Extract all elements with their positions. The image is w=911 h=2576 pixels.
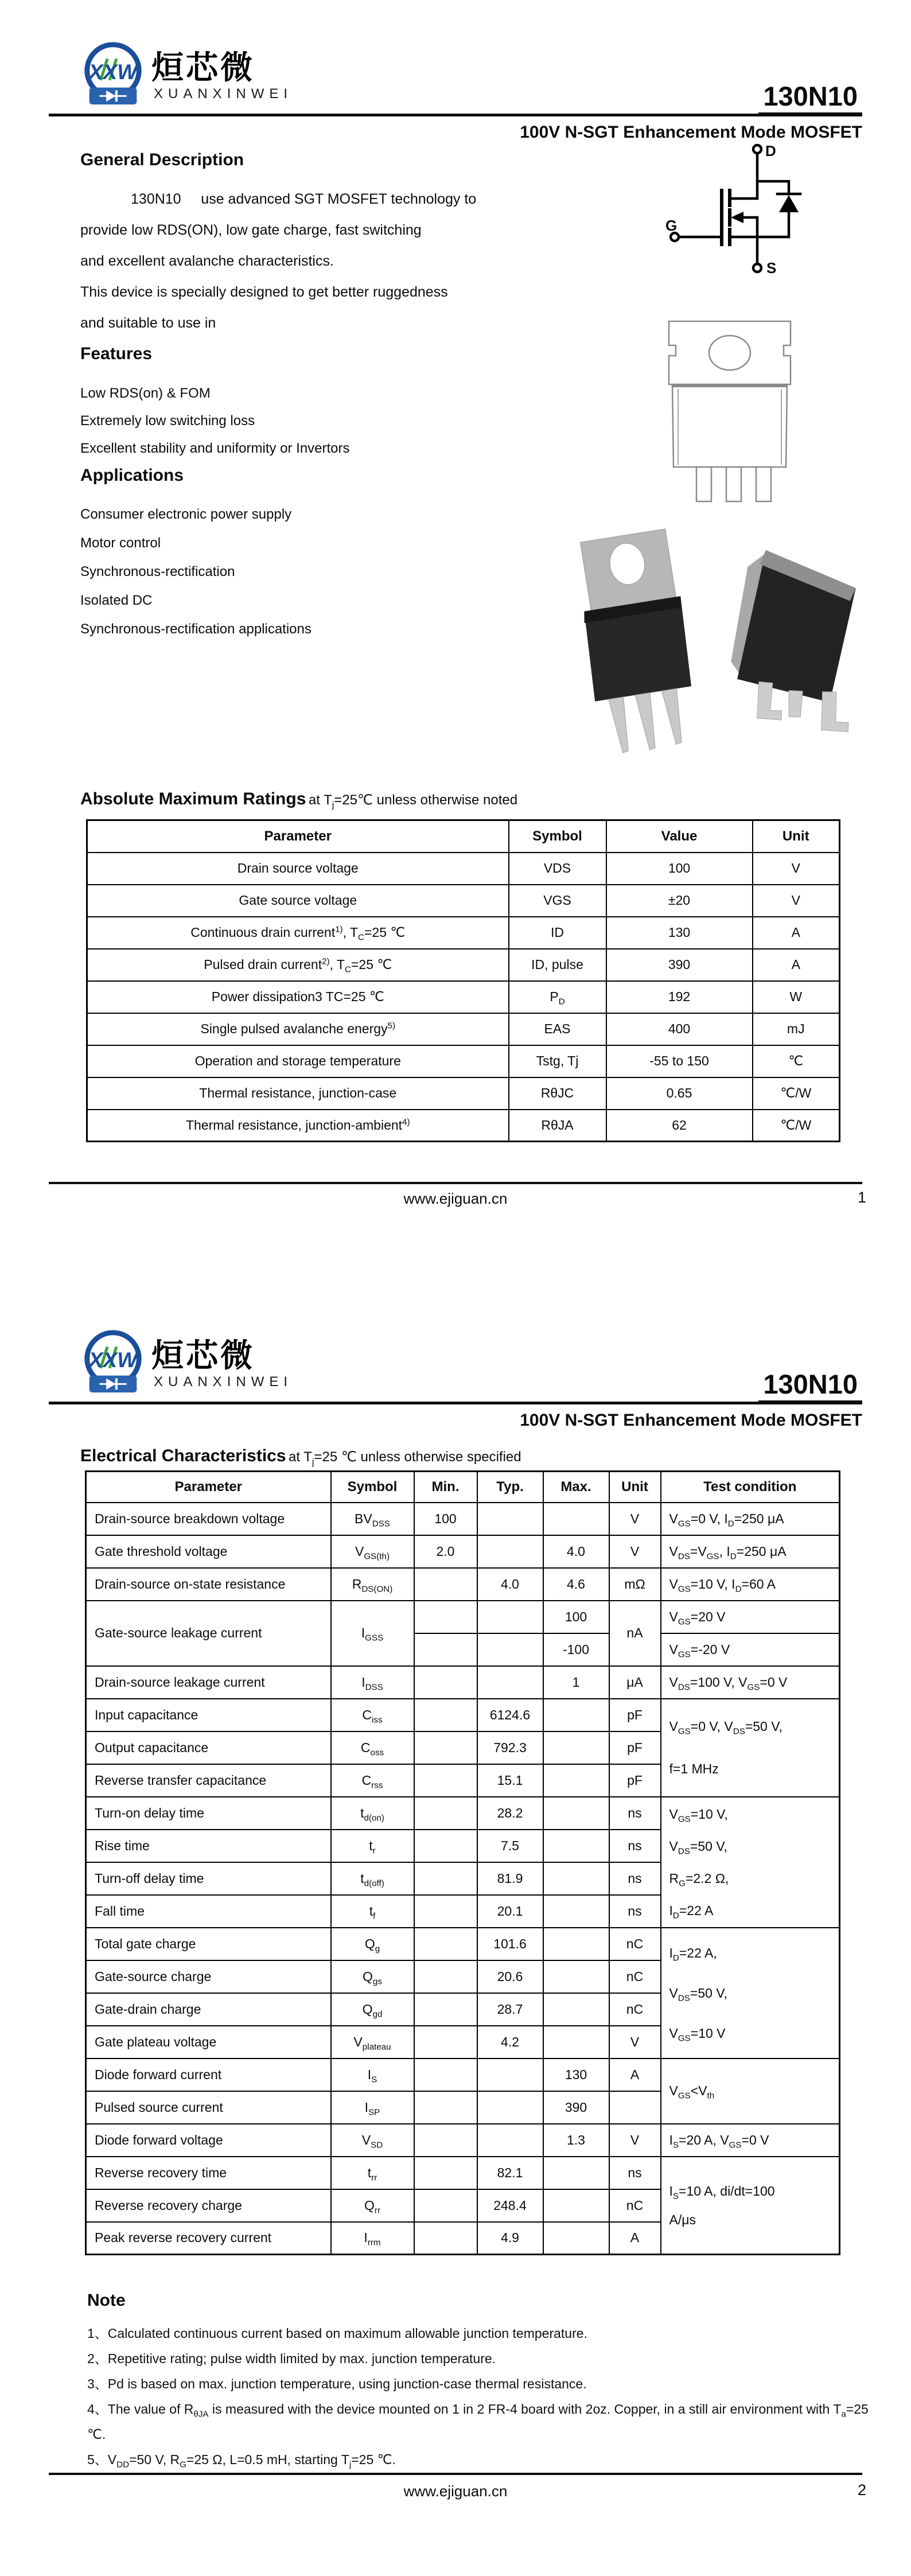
application-item: Motor control	[80, 535, 161, 551]
symbol-cell: $I_{DSS}$	[331, 1666, 414, 1699]
param-cell: Gate threshold voltage	[86, 1535, 331, 1568]
typ-cell: 4.2	[477, 2026, 543, 2059]
cond-cell: $V_{GS}=0$ V, $I_D=250$ μA	[661, 1503, 840, 1535]
table-row	[86, 2157, 840, 2189]
table-row	[86, 2124, 840, 2157]
param-cell: Thermal resistance, junction-case	[87, 1077, 509, 1110]
param-cell: Turn-off delay time	[86, 1862, 331, 1895]
param-cell: Total gate charge	[86, 1928, 331, 1960]
cond-cell: $V_{GS}=20$ V	[661, 1601, 840, 1633]
param-cell: Diode forward current	[86, 2059, 331, 2091]
min-cell	[414, 2059, 477, 2091]
general-description-title: General Description	[80, 150, 244, 169]
value-cell: -55 to 150	[606, 1045, 753, 1077]
max-cell: 4.0	[543, 1535, 609, 1568]
cond-cell: $I_S=10$ A, di/dt=100 A/μs	[661, 2157, 840, 2255]
unit-cell: pF	[609, 1764, 661, 1797]
param-cell: Drain-source on-state resistance	[86, 1568, 331, 1601]
typ-cell: 15.1	[477, 1764, 543, 1797]
table-row	[86, 1928, 840, 1960]
param-cell: Output capacitance	[86, 1731, 331, 1764]
value-cell: 62	[606, 1110, 753, 1142]
max-cell: 1.3	[543, 2124, 609, 2157]
drain-terminal-label: D	[765, 142, 776, 159]
unit-cell: mΩ	[609, 1568, 661, 1601]
feature-item: Low RDS(on) & FOM	[80, 386, 211, 401]
features-list	[80, 380, 350, 462]
unit-cell: nC	[609, 1928, 661, 1960]
electrical-characteristics-table	[85, 1470, 840, 2255]
col-header: Unit	[609, 1472, 661, 1503]
min-cell	[414, 2189, 477, 2222]
cond-cell: $I_D=22$ A, $V_{DS}=50$ V, $V_{GS}=10$ V	[661, 1928, 840, 2059]
typ-cell	[477, 1601, 543, 1633]
symbol-cell: $I_{SP}$	[331, 2091, 414, 2124]
param-cell: Drain-source leakage current	[86, 1666, 331, 1699]
symbol-cell: $t_f$	[331, 1895, 414, 1928]
max-cell	[543, 1699, 609, 1731]
table-row	[87, 917, 840, 949]
param-cell: Thermal resistance, junction-ambient$^{4)}$	[87, 1110, 509, 1142]
applications-title: Applications	[80, 466, 184, 485]
min-cell	[414, 2124, 477, 2157]
note-item: 2、Repetitive rating; pulse width limited by max. junction temperature.	[87, 2351, 496, 2366]
param-cell: Diode forward voltage	[86, 2124, 331, 2157]
table-row	[86, 1568, 840, 1601]
svg-text:XXW: XXW	[88, 1347, 138, 1372]
unit-cell: nC	[609, 1993, 661, 2026]
symbol-cell: VGS	[509, 885, 606, 917]
symbol-cell: $Q_{gs}$	[331, 1960, 414, 1993]
max-cell: 1	[543, 1666, 609, 1699]
param-cell: Pulsed drain current$^{2)}$, $T_C=25$ ℃	[87, 949, 509, 981]
table-row	[86, 1666, 840, 1699]
param-cell: Fall time	[86, 1895, 331, 1928]
symbol-cell: $C_{rss}$	[331, 1764, 414, 1797]
note-item: 5、$V_{DD}=50$ V, $R_G=25$ Ω, L=0.5 mH, starting $T_j=25$ ℃.	[87, 2452, 396, 2470]
param-cell: Input capacitance	[86, 1699, 331, 1731]
symbol-cell: $t_{rr}$	[331, 2157, 414, 2189]
param-cell: Reverse recovery charge	[86, 2189, 331, 2222]
param-cell: Gate-source leakage current	[86, 1601, 331, 1666]
symbol-cell: ID, pulse	[509, 949, 606, 981]
page-number: 2	[857, 2481, 866, 2499]
param-cell: Continuous drain current$^{1)}$, $T_C=25$ ℃	[87, 917, 509, 949]
min-cell: 100	[414, 1503, 477, 1535]
unit-cell: nA	[609, 1601, 661, 1666]
typ-cell: 28.2	[477, 1797, 543, 1830]
col-header: Value	[606, 820, 753, 853]
amr-title: Absolute Maximum Ratings	[80, 789, 306, 808]
col-header: Test condition	[661, 1472, 840, 1503]
table-row	[86, 1601, 840, 1633]
brand-name-cn: 烜芯微	[151, 49, 255, 85]
footer-rule	[49, 1182, 862, 1184]
value-cell: 130	[606, 917, 753, 949]
cond-cell: $V_{GS}=10$ V, $V_{DS}=50$ V, $R_G=2.2$ Ω, $I_D=22$ A	[661, 1797, 840, 1928]
param-cell: Gate source voltage	[87, 885, 509, 917]
table-row	[87, 981, 840, 1013]
table-row	[87, 949, 840, 981]
min-cell	[414, 2157, 477, 2189]
max-cell	[543, 1830, 609, 1862]
col-header: Max.	[543, 1472, 609, 1503]
min-cell	[414, 1797, 477, 1830]
param-cell: Peak reverse recovery current	[86, 2222, 331, 2255]
max-cell: 130	[543, 2059, 609, 2091]
note-item: 1、Calculated continuous current based on maximum allowable junction temperature.	[87, 2326, 587, 2341]
header-rule	[49, 114, 862, 116]
max-cell	[543, 2026, 609, 2059]
source-terminal-label: S	[766, 259, 777, 277]
symbol-cell: Tstg, Tj	[509, 1045, 606, 1077]
symbol-cell: $Q_{rr}$	[331, 2189, 414, 2222]
max-cell	[543, 2222, 609, 2255]
cond-cell: $V_{DS}=V_{GS}$, $I_D=250$ μA	[661, 1535, 840, 1568]
note-item: 3、Pd is based on max. junction temperature, using junction-case thermal resistance.	[87, 2376, 587, 2391]
table-row	[87, 1013, 840, 1045]
header-rule	[49, 1402, 862, 1404]
description-line: provide low RDS(ON), low gate charge, fast switching	[80, 222, 422, 238]
max-cell	[543, 1731, 609, 1764]
max-cell: -100	[543, 1633, 609, 1666]
unit-cell: ns	[609, 1862, 661, 1895]
unit-cell: ℃/W	[753, 1110, 840, 1142]
table-row	[87, 1110, 840, 1142]
param-cell: Operation and storage temperature	[87, 1045, 509, 1077]
symbol-cell: ID	[509, 917, 606, 949]
brand-logo-icon	[79, 1326, 147, 1396]
max-cell	[543, 1797, 609, 1830]
param-cell: Power dissipation3 TC=25 ℃	[87, 981, 509, 1013]
cond-cell: $V_{GS}<V_{th}$	[661, 2059, 840, 2124]
application-item: Synchronous-rectification applications	[80, 621, 312, 637]
unit-cell: μA	[609, 1666, 661, 1699]
symbol-cell: $BV_{DSS}$	[331, 1503, 414, 1535]
table-row	[86, 1699, 840, 1731]
to220-outline-drawing	[661, 317, 799, 506]
col-header: Typ.	[477, 1472, 543, 1503]
note-item: 4、The value of $R_{\theta JA}$ is measured with the device mounted on 1 in 2 FR-4 board with 2oz. Copper, in a still air environment with $T_a=25$ ℃.	[87, 2402, 869, 2442]
cond-cell: $V_{GS}=-20$ V	[661, 1633, 840, 1666]
cond-cell: $V_{GS}=10$ V, $I_D=60$ A	[661, 1568, 840, 1601]
value-cell: 400	[606, 1013, 753, 1045]
symbol-cell: RθJA	[509, 1110, 606, 1142]
unit-cell: A	[753, 917, 840, 949]
ec-subtitle: at $T_j=25$ ℃ unless otherwise specified	[289, 1449, 521, 1467]
value-cell: ±20	[606, 885, 753, 917]
unit-cell: A	[609, 2222, 661, 2255]
unit-cell: ns	[609, 2157, 661, 2189]
brand-logo	[79, 1326, 349, 1400]
symbol-cell: $C_{iss}$	[331, 1699, 414, 1731]
cond-cell: $V_{DS}=100$ V, $V_{GS}=0$ V	[661, 1666, 840, 1699]
description-line: 130N10 use advanced SGT MOSFET technology to	[131, 191, 477, 207]
page-2	[0, 1288, 911, 2576]
symbol-cell: $Q_g$	[331, 1928, 414, 1960]
typ-cell	[477, 1633, 543, 1666]
package-photo-to220	[562, 528, 711, 754]
value-cell: 390	[606, 949, 753, 981]
max-cell	[543, 1895, 609, 1928]
max-cell	[543, 1764, 609, 1797]
max-cell	[543, 2189, 609, 2222]
typ-cell: 4.9	[477, 2222, 543, 2255]
table-header-row	[86, 1472, 840, 1503]
min-cell	[414, 2026, 477, 2059]
typ-cell: 7.5	[477, 1830, 543, 1862]
svg-text:XXW: XXW	[88, 59, 138, 84]
param-cell: Rise time	[86, 1830, 331, 1862]
param-cell: Pulsed source current	[86, 2091, 331, 2124]
min-cell	[414, 1764, 477, 1797]
table-row	[86, 1535, 840, 1568]
max-cell	[543, 1862, 609, 1895]
symbol-cell: EAS	[509, 1013, 606, 1045]
max-cell	[543, 1928, 609, 1960]
unit-cell	[609, 2091, 661, 2124]
table-row	[86, 2059, 840, 2091]
amr-heading	[80, 789, 517, 809]
table-row	[87, 1077, 840, 1110]
min-cell	[414, 1666, 477, 1699]
gate-terminal-label: G	[665, 217, 678, 234]
symbol-cell: $V_{GS(th)}$	[331, 1535, 414, 1568]
value-cell: 192	[606, 981, 753, 1013]
symbol-cell: VDS	[509, 853, 606, 885]
absolute-maximum-ratings-table	[86, 819, 840, 1142]
max-cell	[543, 1993, 609, 2026]
footer-rule	[49, 2473, 862, 2475]
symbol-cell: $I_S$	[331, 2059, 414, 2091]
typ-cell	[477, 1535, 543, 1568]
col-header: Unit	[753, 820, 840, 853]
note-list	[87, 2321, 888, 2472]
symbol-cell: RθJC	[509, 1077, 606, 1110]
symbol-cell: $t_{d(off)}$	[331, 1862, 414, 1895]
application-item: Synchronous-rectification	[80, 564, 235, 579]
unit-cell: A	[609, 2059, 661, 2091]
min-cell	[414, 1960, 477, 1993]
unit-cell: nC	[609, 1960, 661, 1993]
typ-cell	[477, 2124, 543, 2157]
description-line: and suitable to use in	[80, 315, 216, 331]
table-row	[86, 1797, 840, 1830]
table-header-row	[87, 820, 840, 853]
param-cell: Gate-source charge	[86, 1960, 331, 1993]
typ-cell	[477, 2059, 543, 2091]
unit-cell: V	[609, 2124, 661, 2157]
unit-cell: V	[753, 885, 840, 917]
amr-subtitle: at $T_j=25℃$ unless otherwise noted	[308, 792, 518, 810]
description-line: and excellent avalanche characteristics.	[80, 253, 334, 269]
brand-logo-icon	[79, 38, 147, 108]
col-header: Symbol	[331, 1472, 414, 1503]
symbol-cell: $Q_{gd}$	[331, 1993, 414, 2026]
mosfet-symbol	[660, 141, 832, 276]
symbol-cell: $V_{plateau}$	[331, 2026, 414, 2059]
param-cell: Turn-on delay time	[86, 1797, 331, 1830]
typ-cell	[477, 1666, 543, 1699]
col-header: Parameter	[86, 1472, 331, 1503]
min-cell: 2.0	[414, 1535, 477, 1568]
value-cell: 0.65	[606, 1077, 753, 1110]
unit-cell: nC	[609, 2189, 661, 2222]
applications-list	[80, 500, 312, 644]
min-cell	[414, 1568, 477, 1601]
max-cell	[543, 1503, 609, 1535]
param-cell: Single pulsed avalanche energy$^{5)}$	[87, 1013, 509, 1045]
max-cell: 100	[543, 1601, 609, 1633]
table-row	[87, 1045, 840, 1077]
unit-cell: ns	[609, 1830, 661, 1862]
typ-cell: 248.4	[477, 2189, 543, 2222]
unit-cell: ℃/W	[753, 1077, 840, 1110]
unit-cell: V	[609, 1503, 661, 1535]
package-photo-to263	[711, 542, 883, 754]
part-number: 130N10	[758, 81, 862, 116]
part-number: 130N10	[758, 1369, 862, 1404]
typ-cell: 20.6	[477, 1960, 543, 1993]
ec-heading	[80, 1446, 521, 1466]
unit-cell: V	[753, 853, 840, 885]
col-header: Parameter	[87, 820, 509, 853]
application-item: Isolated DC	[80, 593, 153, 608]
typ-cell: 82.1	[477, 2157, 543, 2189]
typ-cell	[477, 2091, 543, 2124]
typ-cell: 792.3	[477, 1731, 543, 1764]
typ-cell: 6124.6	[477, 1699, 543, 1731]
footer-website: www.ejiguan.cn	[403, 2482, 508, 2500]
min-cell	[414, 1928, 477, 1960]
ec-title: Electrical Characteristics	[80, 1446, 286, 1465]
unit-cell: mJ	[753, 1013, 840, 1045]
min-cell	[414, 1993, 477, 2026]
symbol-cell: $P_D$	[509, 981, 606, 1013]
typ-cell: 101.6	[477, 1928, 543, 1960]
unit-cell: W	[753, 981, 840, 1013]
param-cell: Reverse recovery time	[86, 2157, 331, 2189]
description-line: This device is specially designed to get better ruggedness	[80, 284, 448, 300]
min-cell	[414, 1862, 477, 1895]
feature-item: Excellent stability and uniformity or Invertors	[80, 441, 350, 456]
value-cell: 100	[606, 853, 753, 885]
symbol-cell: $C_{oss}$	[331, 1731, 414, 1764]
param-cell: Gate plateau voltage	[86, 2026, 331, 2059]
unit-cell: pF	[609, 1731, 661, 1764]
min-cell	[414, 2091, 477, 2124]
min-cell	[414, 2222, 477, 2255]
brand-name-en: XUANXINWEI	[154, 86, 293, 102]
brand-name-cn: 烜芯微	[151, 1337, 255, 1373]
table-row	[86, 1503, 840, 1535]
typ-cell: 20.1	[477, 1895, 543, 1928]
min-cell	[414, 1601, 477, 1633]
brand-name-en: XUANXINWEI	[154, 1374, 293, 1390]
page-number: 1	[857, 1189, 866, 1206]
symbol-cell: $R_{DS(ON)}$	[331, 1568, 414, 1601]
table-row	[87, 885, 840, 917]
min-cell	[414, 1633, 477, 1666]
param-cell: Drain source voltage	[87, 853, 509, 885]
max-cell	[543, 1960, 609, 1993]
symbol-cell: $t_{d(on)}$	[331, 1797, 414, 1830]
param-cell: Gate-drain charge	[86, 1993, 331, 2026]
cond-cell: $V_{GS}=0$ V, $V_{DS}=50$ V, f=1 MHz	[661, 1699, 840, 1797]
feature-item: Extremely low switching loss	[80, 413, 255, 429]
min-cell	[414, 1699, 477, 1731]
symbol-cell: $V_{SD}$	[331, 2124, 414, 2157]
table-row	[87, 853, 840, 885]
typ-cell: 81.9	[477, 1862, 543, 1895]
unit-cell: ℃	[753, 1045, 840, 1077]
device-subtitle: 100V N-SGT Enhancement Mode MOSFET	[520, 123, 862, 142]
max-cell: 390	[543, 2091, 609, 2124]
unit-cell: ns	[609, 1797, 661, 1830]
max-cell: 4.6	[543, 1568, 609, 1601]
cond-cell: $I_S=20$ A, $V_{GS}=0$ V	[661, 2124, 840, 2157]
device-subtitle: 100V N-SGT Enhancement Mode MOSFET	[520, 1411, 862, 1430]
unit-cell: A	[753, 949, 840, 981]
min-cell	[414, 1731, 477, 1764]
symbol-cell: $I_{rrm}$	[331, 2222, 414, 2255]
typ-cell	[477, 1503, 543, 1535]
unit-cell: pF	[609, 1699, 661, 1731]
symbol-cell: $t_r$	[331, 1830, 414, 1862]
symbol-cell: $I_{GSS}$	[331, 1601, 414, 1666]
col-header: Min.	[414, 1472, 477, 1503]
param-cell: Drain-source breakdown voltage	[86, 1503, 331, 1535]
brand-logo	[79, 38, 349, 112]
unit-cell: ns	[609, 1895, 661, 1928]
param-cell: Reverse transfer capacitance	[86, 1764, 331, 1797]
unit-cell: V	[609, 2026, 661, 2059]
general-description-text	[80, 184, 528, 338]
min-cell	[414, 1830, 477, 1862]
typ-cell: 4.0	[477, 1568, 543, 1601]
min-cell	[414, 1895, 477, 1928]
features-title: Features	[80, 344, 153, 363]
footer-website: www.ejiguan.cn	[403, 1190, 508, 1207]
note-title: Note	[87, 2291, 126, 2310]
max-cell	[543, 2157, 609, 2189]
unit-cell: V	[609, 1535, 661, 1568]
application-item: Consumer electronic power supply	[80, 507, 292, 522]
typ-cell: 28.7	[477, 1993, 543, 2026]
col-header: Symbol	[509, 820, 606, 853]
